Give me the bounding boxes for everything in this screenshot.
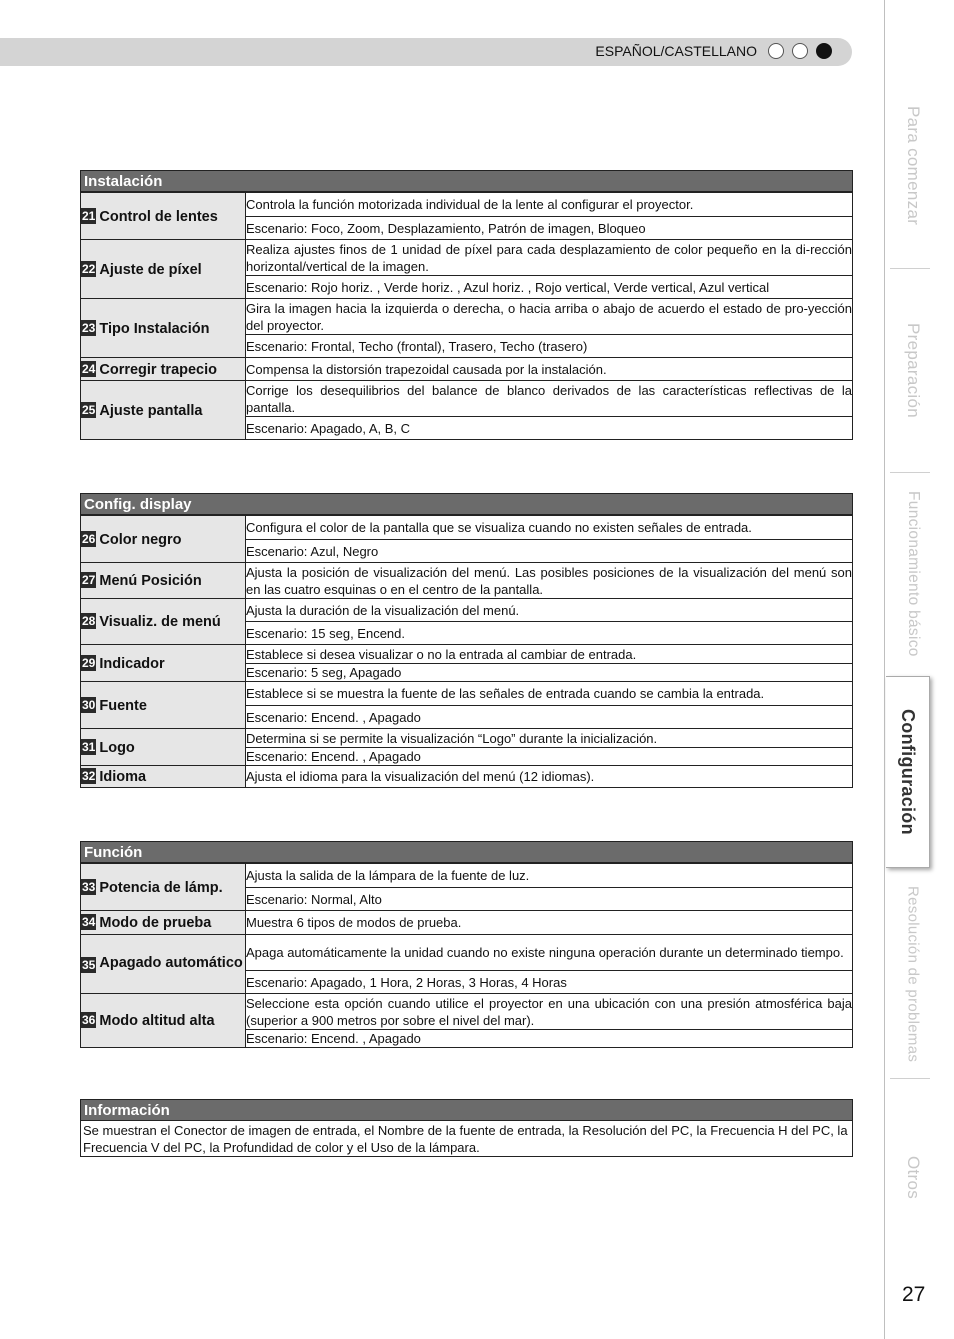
setting-description: Establece si desea visualizar o no la entrada al cambiar de entrada. — [246, 645, 853, 664]
setting-scenario: Escenario: 5 seg, Apagado — [246, 664, 853, 682]
setting-description: Ajusta la posición de visualización del menú. Las posibles posiciones de la visualización del menú son en las cuatro esquinas o en el centro de la pantalla. — [246, 564, 852, 597]
setting-name: 32 Idioma — [81, 766, 246, 788]
chapter-tabs — [884, 0, 954, 1339]
setting-name: 22 Ajuste de píxel — [81, 240, 246, 299]
setting-name: 29 Indicador — [81, 645, 246, 682]
settings-table — [80, 863, 853, 1048]
tab-label: Para comenzar — [904, 106, 923, 226]
section-title: Config. display — [80, 493, 853, 515]
setting-name: 28 Visualiz. de menú — [81, 599, 246, 645]
setting-scenario: Escenario: Normal, Alto — [246, 888, 853, 911]
tab-funcionamiento-basico[interactable] — [890, 474, 936, 674]
tab-para-comenzar[interactable] — [890, 66, 936, 266]
setting-name: 33 Potencia de lámp. — [81, 864, 246, 911]
section-instalacion — [80, 170, 853, 440]
language-bar — [0, 38, 852, 66]
setting-description: Determina si se permite la visualización “Logo” durante la inicialización. — [246, 729, 853, 748]
tab-label: Funcionamiento básico — [905, 491, 922, 657]
setting-scenario: Escenario: Azul, Negro — [246, 540, 853, 563]
setting-scenario: Escenario: Encend. , Apagado — [246, 1030, 853, 1048]
tab-preparacion[interactable] — [890, 270, 936, 470]
settings-table — [80, 515, 853, 788]
tab-configuracion[interactable] — [886, 676, 930, 868]
setting-name: 35 Apagado automático — [81, 935, 246, 994]
setting-description: Compensa la distorsión trapezoidal causada por la instalación. — [246, 358, 853, 381]
section-title: Información — [80, 1099, 853, 1121]
setting-name: 21 Control de lentes — [81, 193, 246, 240]
setting-scenario: Escenario: Rojo horiz. , Verde horiz. , Azul horiz. , Rojo vertical, Verde vertical, Azul vertical — [246, 276, 853, 299]
setting-description: Seleccione esta opción cuando utilice el proyector en una ubicación con una presión atmosférica baja (superior a 900 metros por sobre el nivel del mar). — [246, 995, 852, 1028]
setting-description: Establece si se muestra la fuente de las señales de entrada cuando se cambia la entrada. — [246, 682, 853, 706]
tab-label: Preparación — [904, 322, 923, 418]
tab-resolucion-de-problemas[interactable] — [890, 874, 936, 1074]
circle-empty-icon — [768, 43, 784, 59]
setting-scenario: Escenario: Encend. , Apagado — [246, 748, 853, 766]
setting-name: 26 Color negro — [81, 516, 246, 563]
setting-description: Apaga automáticamente la unidad cuando no existe ninguna operación durante un determinado tiempo. — [246, 935, 853, 971]
section-title: Función — [80, 841, 853, 863]
setting-description: Ajusta el idioma para la visualización del menú (12 idiomas). — [246, 766, 853, 788]
setting-scenario: Escenario: Encend. , Apagado — [246, 706, 853, 729]
circle-filled-icon — [816, 43, 832, 59]
setting-name: 31 Logo — [81, 729, 246, 766]
info-text: Se muestran el Conector de imagen de entrada, el Nombre de la fuente de entrada, la Resolución del PC, la Frecuencia H del PC, la Frecuencia V del PC, la Profundidad de color y el Uso de la lámpara. — [80, 1121, 853, 1157]
setting-description: Controla la función motorizada individual de la lente al configurar el proyector. — [246, 193, 853, 217]
section-funcion — [80, 841, 853, 1048]
setting-description: Configura el color de la pantalla que se visualiza cuando no existen señales de entrada. — [246, 516, 853, 540]
section-informacion — [80, 1099, 853, 1157]
setting-description: Realiza ajustes finos de 1 unidad de píxel para cada desplazamiento de color pequeño en la di-rección horizontal/vertical de la imagen. — [246, 241, 852, 274]
setting-name: 23 Tipo Instalación — [81, 299, 246, 358]
setting-description: Gira la imagen hacia la izquierda o derecha, o hacia arriba o abajo de acuerdo el estado de pro-yección del proyector. — [246, 300, 852, 333]
section-config-display — [80, 493, 853, 788]
setting-scenario: Escenario: Apagado, 1 Hora, 2 Horas, 3 Horas, 4 Horas — [246, 971, 853, 994]
setting-scenario: Escenario: Frontal, Techo (frontal), Trasero, Techo (trasero) — [246, 335, 853, 358]
setting-description: Ajusta la salida de la lámpara de la fuente de luz. — [246, 864, 853, 888]
setting-scenario: Escenario: Foco, Zoom, Desplazamiento, Patrón de imagen, Bloqueo — [246, 217, 853, 240]
setting-description: Ajusta la duración de la visualización del menú. — [246, 599, 853, 622]
setting-name: 34 Modo de prueba — [81, 911, 246, 935]
settings-table — [80, 192, 853, 440]
setting-description: Muestra 6 tipos de modos de prueba. — [246, 911, 853, 935]
page-number: 27 — [902, 1283, 926, 1306]
circle-empty-icon — [792, 43, 808, 59]
section-title: Instalación — [80, 170, 853, 192]
setting-name: 24 Corregir trapecio — [81, 358, 246, 381]
tab-label: Configuración — [898, 709, 918, 835]
language-label: ESPAÑOL/CASTELLANO — [595, 43, 757, 59]
tab-label: Resolución de problemas — [904, 885, 922, 1063]
setting-scenario: Escenario: 15 seg, Encend. — [246, 622, 853, 645]
setting-name: 36 Modo altitud alta — [81, 994, 246, 1048]
setting-name: 27 Menú Posición — [81, 563, 246, 599]
setting-description: Corrige los desequilibrios del balance de blanco derivados de las características reflectivas de la pantalla. — [246, 382, 852, 415]
setting-scenario: Escenario: Apagado, A, B, C — [246, 417, 853, 440]
setting-name: 25 Ajuste pantalla — [81, 381, 246, 440]
tab-otros[interactable] — [890, 1080, 936, 1276]
setting-name: 30 Fuente — [81, 682, 246, 729]
tab-label: Otros — [904, 1156, 923, 1200]
